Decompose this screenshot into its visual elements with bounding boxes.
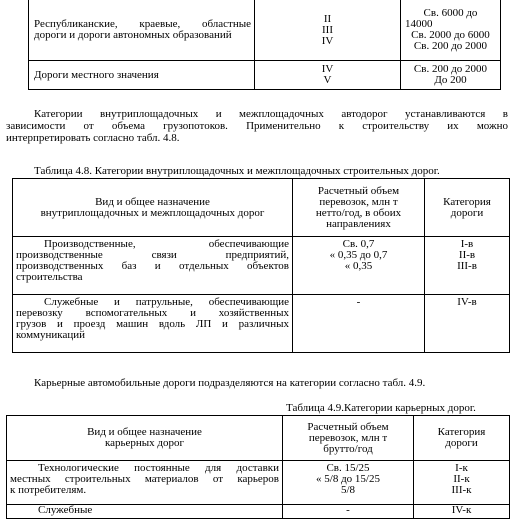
category-value: I-в xyxy=(460,238,474,250)
volume-cell xyxy=(283,461,414,505)
table-caption: Таблица 4.8. Категории внутриплощадочных и межплощадочных строительных дорог. xyxy=(34,165,440,177)
description-line: производственные связи предприятий, xyxy=(16,249,289,261)
table-row xyxy=(29,61,501,90)
header-line: Вид и общее назначение xyxy=(95,195,210,208)
volume-value: « 5/8 до 15/25 xyxy=(316,473,380,485)
volume-value: « 0,35 xyxy=(344,260,373,272)
volume-value: Св. 15/25 xyxy=(326,462,370,474)
description-line: местных строительных материалов от карьеров xyxy=(10,473,279,485)
table-row xyxy=(13,295,510,353)
description-line: Технологические постоянные для доставки xyxy=(38,462,279,474)
volume-value: Св. 2000 до 6000 xyxy=(411,29,490,41)
category-cell xyxy=(414,505,510,519)
header-line: внутриплощадочных и межплощадочных дорог xyxy=(40,206,265,219)
description-line: Служебные и патрульные, обеспечивающие xyxy=(44,296,289,308)
volume-cell xyxy=(293,237,425,295)
description-line: строительства xyxy=(16,271,83,283)
table-row xyxy=(13,237,510,295)
header-volume xyxy=(293,179,425,237)
paragraph-line: интерпретировать согласно табл. 4.8. xyxy=(6,132,180,144)
volume-value: Св. 6000 до xyxy=(423,7,478,19)
table-4-9 xyxy=(6,415,510,519)
volume-value: До 200 xyxy=(434,74,467,86)
header-line: Категория xyxy=(443,195,491,208)
road-type-cell xyxy=(29,0,255,61)
category-value: II-в xyxy=(458,249,476,261)
table-caption: Таблица 4.9.Категории карьерных дорог. xyxy=(286,402,476,414)
road-type-line: Республиканские, краевые, областные xyxy=(34,18,251,30)
header-line: карьерных дорог xyxy=(104,437,185,449)
description-line: Служебные xyxy=(38,504,93,516)
category-value: III-в xyxy=(457,260,477,272)
header-category xyxy=(414,416,510,461)
description-cell xyxy=(7,505,283,519)
road-type-cell xyxy=(29,61,255,90)
paragraph-line: Категории внутриплощадочных и межплощадочных автодорог устанавливаются в xyxy=(34,108,508,120)
table-row xyxy=(7,505,510,519)
header-line: перевозок, млн т xyxy=(308,431,388,444)
table-header-row xyxy=(7,416,510,461)
header-line: нетто/год, в обоих xyxy=(315,206,402,219)
volume-cell xyxy=(293,295,425,353)
volume-value: - xyxy=(356,296,361,308)
volume-value: Св. 200 до 2000 xyxy=(413,63,488,75)
paragraph-quarry-intro: Карьерные автомобильные дороги подразделяются на категории согласно табл. 4.9. xyxy=(34,377,426,389)
description-line: перевозку вспомогательных и хозяйственных xyxy=(16,307,289,319)
road-categories-table xyxy=(28,0,501,90)
category-value: II-к xyxy=(453,473,470,485)
header-line: Категория xyxy=(437,426,486,438)
header-line: перевозок, млн т xyxy=(319,195,398,208)
table-4-8 xyxy=(12,178,510,353)
table-header-row xyxy=(13,179,510,237)
volume-cell xyxy=(401,61,501,90)
category-value: V xyxy=(323,74,332,86)
volume-value: 5/8 xyxy=(340,484,356,496)
volume-value: 14000 xyxy=(405,18,433,30)
category-cell xyxy=(425,237,510,295)
header-line: направлениях xyxy=(326,217,391,230)
header-volume xyxy=(283,416,414,461)
category-value: IV-в xyxy=(457,296,477,308)
description-line: производственных баз и отдельных объектов xyxy=(16,260,289,272)
volume-cell xyxy=(283,505,414,519)
volume-value: - xyxy=(346,504,350,516)
road-type-line: дороги и дороги автономных образований xyxy=(34,29,232,41)
description-line: коммуникаций xyxy=(16,329,85,341)
description-line: Производственные, обеспечивающие xyxy=(44,238,289,250)
category-value: I-к xyxy=(455,462,468,474)
table-row xyxy=(29,0,501,61)
volume-cell xyxy=(401,0,501,61)
volume-value: « 0,35 до 0,7 xyxy=(329,249,388,261)
volume-value: Св. 0,7 xyxy=(342,238,375,250)
header-category xyxy=(425,179,510,237)
category-value: III-к xyxy=(451,484,472,496)
header-line: Вид и общее назначение xyxy=(87,426,202,438)
category-cell xyxy=(425,295,510,353)
category-cell xyxy=(414,461,510,505)
volume-value: Св. 200 до 2000 xyxy=(413,40,488,52)
description-cell xyxy=(13,295,293,353)
paragraph-line: зависимости от объема грузопотоков. Применительно к строительству их можно xyxy=(6,120,508,132)
header-purpose xyxy=(7,416,283,461)
header-line: брутто/год xyxy=(323,442,373,455)
category-cell xyxy=(255,61,401,90)
header-line: дороги xyxy=(450,206,484,219)
road-type-line: Дороги местного значения xyxy=(34,68,159,81)
header-line: Расчетный объем xyxy=(307,420,389,433)
description-line: к потребителям. xyxy=(10,484,87,496)
header-purpose xyxy=(13,179,293,237)
header-line: дороги xyxy=(445,437,478,449)
description-cell xyxy=(13,237,293,295)
table-row xyxy=(7,461,510,505)
paragraph-categories-intro xyxy=(6,108,508,144)
category-value: IV-к xyxy=(451,504,472,516)
description-cell xyxy=(7,461,283,505)
category-value: IV xyxy=(321,34,334,47)
category-value: IV xyxy=(321,63,334,75)
category-cell xyxy=(255,0,401,61)
category-value: II xyxy=(323,12,332,25)
header-line: Расчетный объем xyxy=(317,184,400,197)
description-line: грузов и проезд машин вдоль ЛП и различных xyxy=(16,318,289,330)
category-value: III xyxy=(322,23,333,36)
